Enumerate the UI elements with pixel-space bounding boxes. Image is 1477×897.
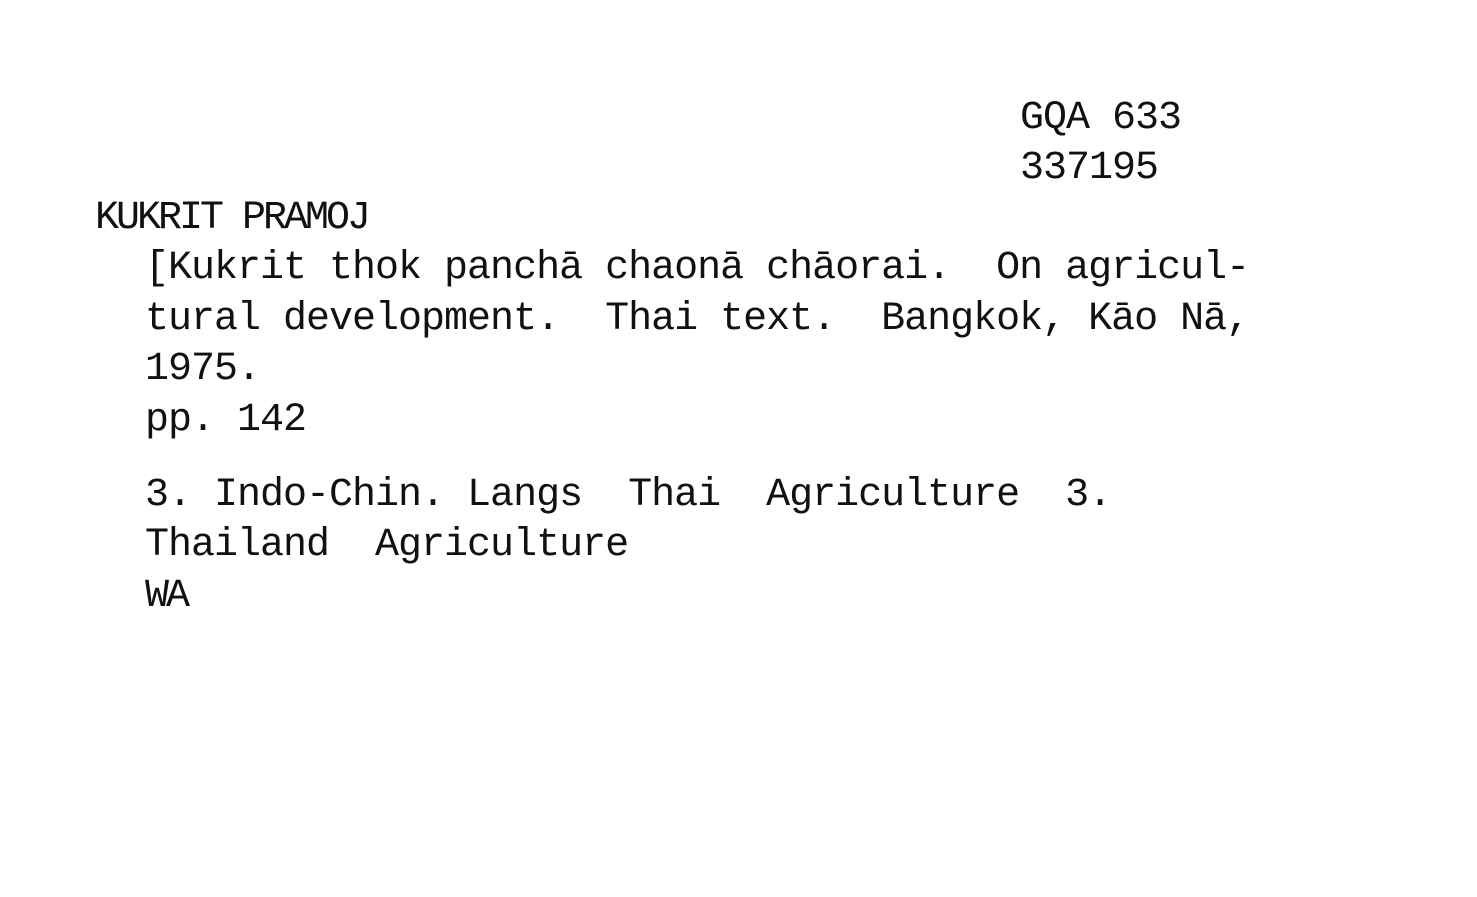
location-code: WA bbox=[145, 574, 188, 619]
title-line-1: [Kukrit thok panchā chaonā chāorai. On agricul- bbox=[145, 246, 1250, 291]
author-heading: KUKRIT PRAMOJ bbox=[95, 196, 369, 241]
page-count: pp. 142 bbox=[145, 398, 307, 443]
title-line-3: 1975. bbox=[145, 347, 261, 392]
subject-line-2: Thailand Agriculture bbox=[145, 523, 629, 568]
call-number: GQA 633 bbox=[1020, 96, 1182, 141]
accession-number: 337195 bbox=[1020, 146, 1159, 191]
subject-line-1: 3. Indo-Chin. Langs Thai Agriculture 3. bbox=[145, 473, 1112, 518]
title-line-2: tural development. Thai text. Bangkok, Kāo Nā, bbox=[145, 297, 1250, 342]
